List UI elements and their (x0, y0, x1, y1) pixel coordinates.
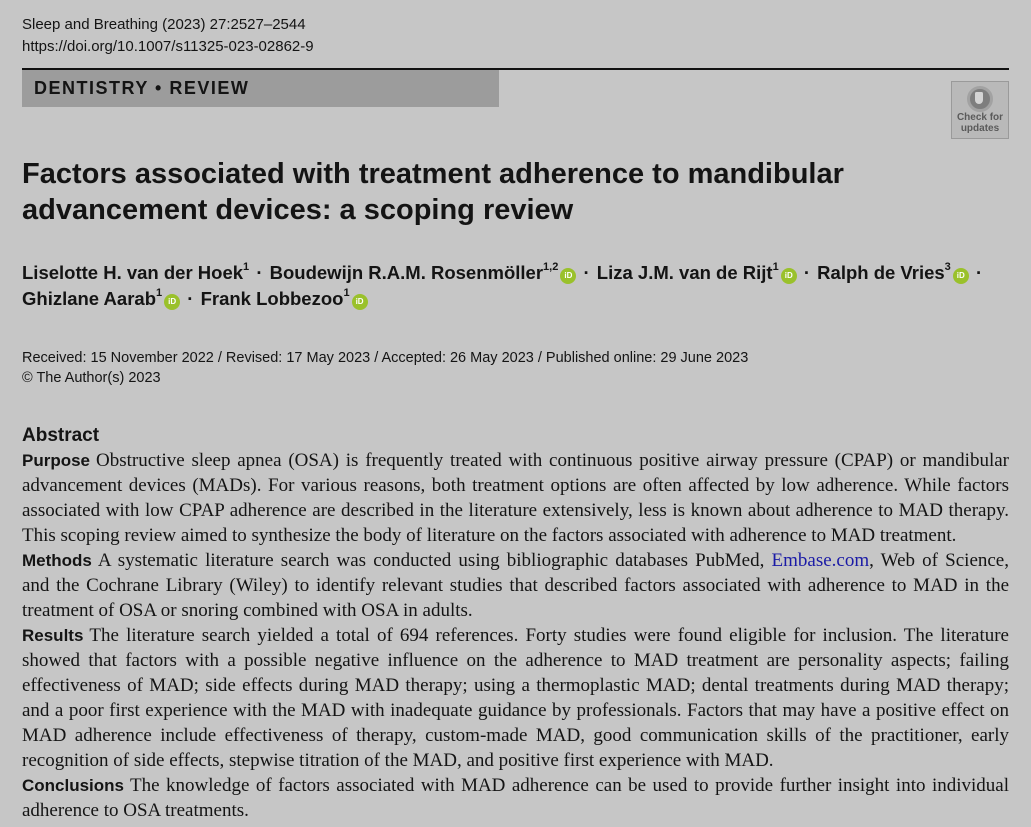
author-name[interactable]: Boudewijn R.A.M. Rosenmöller (269, 262, 544, 283)
check-updates-line2: updates (960, 123, 1000, 134)
author-line (22, 286, 1009, 312)
abstract-results (22, 623, 1009, 773)
author-affiliation: 1 (772, 260, 779, 273)
abstract-conclusions (22, 773, 1009, 823)
author-separator: · (803, 262, 811, 283)
section-label: DENTISTRY • REVIEW (22, 70, 499, 107)
copyright-line: © The Author(s) 2023 (22, 370, 161, 386)
methods-label: Methods (22, 551, 92, 570)
conclusions-text: The knowledge of factors associated with MAD adherence can be used to provide further insight into individual adherence to OSA treatments. (22, 775, 1009, 821)
author-name[interactable]: Frank Lobbezoo (200, 288, 344, 309)
results-label: Results (22, 626, 84, 645)
orcid-icon[interactable]: iD (352, 294, 368, 310)
author-affiliation: 1 (243, 260, 250, 273)
author-affiliation: 3 (944, 260, 951, 273)
methods-text-after: , Web of Science, and the Cochrane Library (Wiley) to identify relevant studies that described factors associated with adherence to MAD in the treatment of OSA or snoring combined with OSA in adults. (22, 550, 1009, 621)
results-text: The literature search yielded a total of 694 references. Forty studies were found eligible for inclusion. The literature showed that factors with a possible negative influence on the adherence to MAD treatment are personality aspects; failing effectiveness of MAD; side effects during MAD therapy; using a thermoplastic MAD; dental treatments during MAD therapy; and a poor first experience with the MAD with inadequate guidance by professionals. Factors that may have a positive effect on MAD adherence include effectiveness of therapy, custom-made MAD, good communication skills of the practitioner, early recognition of side effects, stepwise titration of the MAD, and positive first experience with MAD. (22, 625, 1009, 771)
author-separator: · (583, 262, 590, 283)
purpose-text: Obstructive sleep apnea (OSA) is frequently treated with continuous positive airway pressure (CPAP) or mandibular advancement devices (MADs). For various reasons, both treatment options are often affected by low adherence. While factors associated with low CPAP adherence are described in the literature extensively, less is known about adherence to MAD therapy. This scoping review aimed to synthesize the body of literature on the factors associated with adherence to MAD treatment. (22, 450, 1009, 546)
conclusions-label: Conclusions (22, 776, 125, 795)
author-name[interactable]: Liza J.M. van de Rijt (596, 262, 773, 283)
article-page (22, 0, 1009, 827)
journal-citation: Sleep and Breathing (2023) 27:2527–2544 (22, 16, 306, 33)
author-separator: · (975, 262, 983, 283)
doi-link[interactable]: https://doi.org/10.1007/s11325-023-02862-9 (22, 38, 314, 55)
abstract-section (22, 424, 1009, 823)
orcid-icon[interactable]: iD (953, 268, 969, 284)
author-affiliation: 1 (156, 286, 163, 299)
orcid-icon[interactable]: iD (164, 294, 180, 310)
author-list (22, 260, 1009, 312)
abstract-purpose (22, 448, 1009, 548)
methods-text: A systematic literature search was conducted using bibliographic databases PubMed, (97, 550, 765, 571)
journal-header (22, 14, 314, 58)
bookmark-icon (967, 86, 993, 112)
author-name[interactable]: Ghizlane Aarab (22, 288, 156, 309)
orcid-icon[interactable]: iD (781, 268, 797, 284)
check-updates-line1: Check for (956, 112, 1004, 123)
article-dates (22, 348, 748, 388)
abstract-methods (22, 548, 1009, 623)
author-affiliation: 1,2 (543, 260, 559, 273)
check-for-updates-button[interactable] (951, 81, 1009, 139)
author-separator: · (187, 288, 194, 309)
orcid-icon[interactable]: iD (560, 268, 576, 284)
title-line: advancement devices: a scoping review (22, 194, 574, 226)
author-name[interactable]: Liselotte H. van der Hoek (22, 262, 244, 283)
purpose-label: Purpose (22, 451, 91, 470)
embase-link[interactable]: Embase.com (771, 550, 870, 571)
abstract-heading: Abstract (22, 425, 100, 446)
author-separator: · (256, 262, 263, 283)
author-name[interactable]: Ralph de Vries (817, 262, 945, 283)
title-line: Factors associated with treatment adherence to mandibular (22, 158, 844, 190)
author-affiliation: 1 (343, 286, 350, 299)
dates-line: Received: 15 November 2022 / Revised: 17 May 2023 / Accepted: 26 May 2023 / Published online: 29 June 2023 (22, 350, 749, 366)
author-line (22, 260, 1009, 286)
article-title (22, 156, 982, 228)
